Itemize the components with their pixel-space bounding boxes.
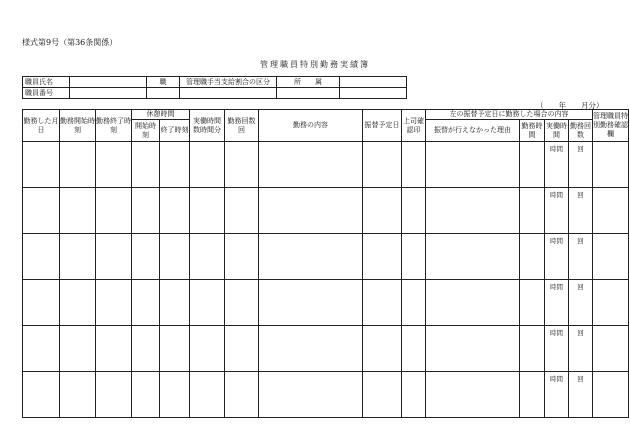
- table-cell[interactable]: [132, 234, 160, 280]
- count-cell[interactable]: [569, 234, 593, 280]
- table-cell[interactable]: [160, 372, 190, 418]
- header-work-count: 勤務回数回: [225, 110, 259, 142]
- table-cell[interactable]: [190, 372, 225, 418]
- actual-hours-cell[interactable]: [545, 188, 569, 234]
- actual-hours-cell[interactable]: [545, 372, 569, 418]
- header-actual-hours: 実働時間数時間分: [190, 110, 225, 142]
- header-work-date: 勤務した月日: [23, 110, 60, 142]
- page-title: 管理職員特別勤務実績簿: [260, 60, 370, 69]
- table-cell[interactable]: [23, 280, 60, 326]
- header-break-start: 開始時刻: [132, 120, 160, 142]
- header-work-start: 勤務開始時刻: [60, 110, 96, 142]
- allowance-label: 管理職手当支給割合の区分: [180, 77, 277, 88]
- table-cell[interactable]: [60, 188, 96, 234]
- table-cell[interactable]: [593, 188, 629, 234]
- table-row: [23, 326, 629, 372]
- affiliation-field[interactable]: [340, 77, 407, 88]
- header-failed-reason: 振替が行えなかった理由: [426, 120, 520, 142]
- table-cell[interactable]: [96, 372, 132, 418]
- table-cell[interactable]: [520, 372, 545, 418]
- header-break-end: 終了時刻: [160, 120, 190, 142]
- table-cell[interactable]: [160, 326, 190, 372]
- hours-unit: 時間: [550, 237, 563, 245]
- table-cell[interactable]: [190, 280, 225, 326]
- count-unit: 回: [577, 283, 584, 291]
- table-cell[interactable]: [225, 234, 259, 280]
- table-cell[interactable]: [160, 188, 190, 234]
- table-cell[interactable]: [225, 188, 259, 234]
- count-unit: 回: [577, 145, 584, 153]
- table-cell[interactable]: [23, 234, 60, 280]
- table-cell[interactable]: [259, 188, 363, 234]
- count-unit: 回: [577, 329, 584, 337]
- table-cell[interactable]: [520, 142, 545, 188]
- table-cell[interactable]: [426, 280, 520, 326]
- table-cell[interactable]: [402, 142, 426, 188]
- affiliation-field-2[interactable]: [277, 88, 340, 99]
- table-cell[interactable]: [402, 326, 426, 372]
- table-cell[interactable]: [132, 142, 160, 188]
- number-field[interactable]: [70, 88, 147, 99]
- table-cell[interactable]: [132, 326, 160, 372]
- count-unit: 回: [577, 191, 584, 199]
- header-work-content: 勤務の内容: [259, 110, 363, 142]
- count-cell[interactable]: [569, 372, 593, 418]
- table-cell[interactable]: [60, 142, 96, 188]
- table-cell[interactable]: [259, 280, 363, 326]
- table-cell[interactable]: [96, 234, 132, 280]
- header-failed-time: 勤務時間: [520, 120, 545, 142]
- table-cell[interactable]: [60, 280, 96, 326]
- table-cell[interactable]: [132, 188, 160, 234]
- table-cell[interactable]: [593, 234, 629, 280]
- table-cell[interactable]: [160, 280, 190, 326]
- table-cell[interactable]: [593, 142, 629, 188]
- hours-unit: 時間: [550, 375, 563, 383]
- table-cell[interactable]: [363, 326, 402, 372]
- table-row: [23, 372, 629, 418]
- table-cell[interactable]: [23, 372, 60, 418]
- hours-unit: 時間: [550, 329, 563, 337]
- table-cell[interactable]: [402, 372, 426, 418]
- header-break-group: 休憩時間: [132, 110, 190, 120]
- table-cell[interactable]: [132, 280, 160, 326]
- table-cell[interactable]: [426, 234, 520, 280]
- number-label: 職員番号: [23, 88, 70, 99]
- table-cell[interactable]: [132, 372, 160, 418]
- hours-unit: 時間: [550, 283, 563, 291]
- table-cell[interactable]: [23, 188, 60, 234]
- table-cell[interactable]: [96, 188, 132, 234]
- header-failed-actual: 実働時間: [545, 120, 569, 142]
- table-cell[interactable]: [593, 326, 629, 372]
- table-cell[interactable]: [190, 188, 225, 234]
- table-row: [23, 142, 629, 188]
- table-row: [23, 188, 629, 234]
- actual-hours-cell[interactable]: [545, 326, 569, 372]
- actual-hours-cell[interactable]: [545, 280, 569, 326]
- table-cell[interactable]: [520, 188, 545, 234]
- table-cell[interactable]: [426, 188, 520, 234]
- table-cell[interactable]: [60, 234, 96, 280]
- table-cell[interactable]: [402, 280, 426, 326]
- table-row: [23, 234, 629, 280]
- identity-table: [22, 76, 407, 99]
- table-cell[interactable]: [160, 142, 190, 188]
- affiliation-label: 所 属: [277, 77, 340, 88]
- count-cell[interactable]: [569, 326, 593, 372]
- table-cell[interactable]: [225, 372, 259, 418]
- table-cell[interactable]: [96, 280, 132, 326]
- table-cell[interactable]: [426, 372, 520, 418]
- table-cell[interactable]: [593, 280, 629, 326]
- period-label: （ 年 月分）: [536, 101, 604, 110]
- actual-hours-cell[interactable]: [545, 142, 569, 188]
- table-cell[interactable]: [363, 372, 402, 418]
- count-unit: 回: [577, 375, 584, 383]
- hours-unit: 時間: [550, 145, 563, 153]
- table-cell[interactable]: [225, 280, 259, 326]
- table-cell[interactable]: [160, 234, 190, 280]
- table-cell[interactable]: [363, 142, 402, 188]
- count-cell[interactable]: [569, 280, 593, 326]
- header-substitute-date: 振替予定日: [363, 110, 402, 142]
- name-field[interactable]: [70, 77, 147, 88]
- table-cell[interactable]: [190, 326, 225, 372]
- affiliation-field-3[interactable]: [340, 88, 407, 99]
- table-cell[interactable]: [363, 234, 402, 280]
- record-body: [23, 142, 629, 418]
- table-row: [23, 280, 629, 326]
- table-cell[interactable]: [23, 142, 60, 188]
- table-cell[interactable]: [259, 372, 363, 418]
- table-cell[interactable]: [225, 142, 259, 188]
- table-cell[interactable]: [60, 372, 96, 418]
- table-cell[interactable]: [520, 234, 545, 280]
- table-cell[interactable]: [190, 234, 225, 280]
- header-supervisor-confirm: 上司確認印: [402, 110, 426, 142]
- table-cell[interactable]: [190, 142, 225, 188]
- header-work-end: 勤務終了時刻: [96, 110, 132, 142]
- table-cell[interactable]: [363, 188, 402, 234]
- hours-unit: 時間: [550, 191, 563, 199]
- table-cell[interactable]: [23, 326, 60, 372]
- form-number: 様式第9号（第36条関係）: [22, 38, 118, 47]
- allowance-field[interactable]: [180, 88, 277, 99]
- table-cell[interactable]: [426, 142, 520, 188]
- table-cell[interactable]: [402, 234, 426, 280]
- table-cell[interactable]: [259, 326, 363, 372]
- table-cell[interactable]: [96, 326, 132, 372]
- table-cell[interactable]: [259, 234, 363, 280]
- post-label: 職: [147, 77, 180, 88]
- table-cell[interactable]: [363, 280, 402, 326]
- table-cell[interactable]: [520, 326, 545, 372]
- table-cell[interactable]: [60, 326, 96, 372]
- name-label: 職員氏名: [23, 77, 70, 88]
- table-cell[interactable]: [426, 326, 520, 372]
- record-table: [22, 109, 629, 418]
- header-manager-confirm: 管理職員特別勤務確認欄: [593, 110, 629, 142]
- actual-hours-cell[interactable]: [545, 234, 569, 280]
- count-cell[interactable]: [569, 188, 593, 234]
- table-cell[interactable]: [520, 280, 545, 326]
- table-cell[interactable]: [593, 372, 629, 418]
- header-failed-sub-group: 左の振替予定日に勤務した場合の内容: [426, 110, 593, 120]
- header-failed-count: 勤務回数: [569, 120, 593, 142]
- table-cell[interactable]: [259, 142, 363, 188]
- count-unit: 回: [577, 237, 584, 245]
- post-field[interactable]: [147, 88, 180, 99]
- table-cell[interactable]: [225, 326, 259, 372]
- count-cell[interactable]: [569, 142, 593, 188]
- table-cell[interactable]: [402, 188, 426, 234]
- table-cell[interactable]: [96, 142, 132, 188]
